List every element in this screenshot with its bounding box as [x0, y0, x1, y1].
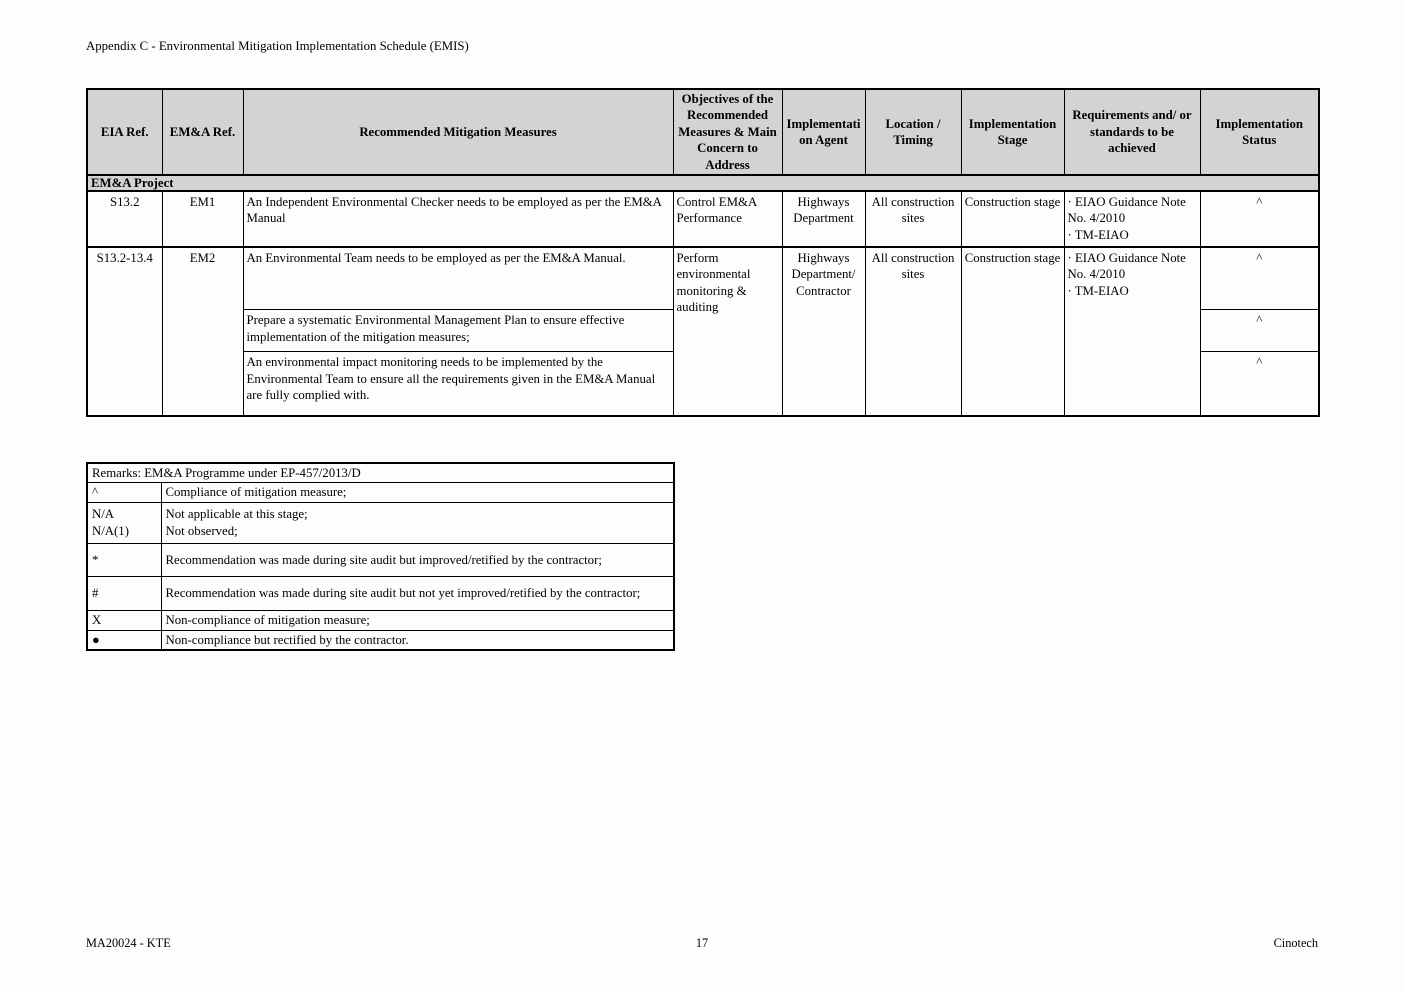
cell-eia-ref: S13.2 — [87, 191, 162, 247]
remark-description-line: Not applicable at this stage; — [165, 507, 308, 522]
cell-status: ^ — [1200, 310, 1319, 352]
header-location: Location / Timing — [865, 89, 961, 175]
remark-symbol: # — [87, 576, 161, 610]
table-row-em1 — [87, 191, 1319, 247]
remark-symbol — [87, 502, 161, 543]
remarks-row-rectified — [87, 630, 674, 650]
section-row-ema-project — [87, 175, 1319, 191]
cell-location: All construction sites — [865, 247, 961, 416]
cell-status: ^ — [1200, 191, 1319, 247]
emis-table — [86, 88, 1320, 417]
remarks-title: Remarks: EM&A Programme under EP-457/2013/D — [87, 463, 674, 483]
requirement-item: · EIAO Guidance Note No. 4/2010 — [1067, 194, 1186, 226]
remark-symbol: X — [87, 610, 161, 630]
remarks-row-noncompliance — [87, 610, 674, 630]
cell-measure: An environmental impact monitoring needs to be implemented by the Environmental Team to ensure all the requirements given in the EM&A Manual are fully complied with. — [243, 352, 673, 416]
remark-symbol: ● — [87, 630, 161, 650]
header-objectives: Objectives of the Recommended Measures & Main Concern to Address — [673, 89, 782, 175]
remark-description: Non-compliance of mitigation measure; — [161, 610, 674, 630]
header-eia-ref: EIA Ref. — [87, 89, 162, 175]
remark-symbol: * — [87, 543, 161, 576]
cell-agent: Highways Department — [782, 191, 865, 247]
remark-symbol-line: N/A — [92, 507, 115, 522]
remarks-row-hash — [87, 576, 674, 610]
remarks-row-na — [87, 502, 674, 543]
cell-eia-ref: S13.2-13.4 — [87, 247, 162, 416]
cell-ema-ref: EM1 — [162, 191, 243, 247]
cell-ema-ref: EM2 — [162, 247, 243, 416]
remark-description-line: Not observed; — [165, 523, 238, 538]
requirement-item: · TM-EIAO — [1067, 227, 1129, 242]
emis-header-row — [87, 89, 1319, 175]
header-agent: Implementation Agent — [782, 89, 865, 175]
cell-status: ^ — [1200, 247, 1319, 310]
remark-description — [161, 502, 674, 543]
page-footer — [86, 936, 1318, 951]
requirement-item: · TM-EIAO — [1067, 283, 1129, 298]
remarks-row-compliance — [87, 483, 674, 502]
cell-status: ^ — [1200, 352, 1319, 416]
remark-description: Compliance of mitigation measure; — [161, 483, 674, 502]
remark-symbol-line: N/A(1) — [92, 523, 129, 538]
cell-requirements — [1064, 191, 1200, 247]
cell-measure: An Environmental Team needs to be employed as per the EM&A Manual. — [243, 247, 673, 310]
remarks-row-asterisk — [87, 543, 674, 576]
section-label: EM&A Project — [87, 175, 1319, 191]
remark-description: Recommendation was made during site audit but not yet improved/retified by the contractor; — [161, 576, 674, 610]
cell-objective: Control EM&A Performance — [673, 191, 782, 247]
footer-page-number: 17 — [695, 936, 709, 950]
cell-stage: Construction stage — [961, 247, 1064, 416]
header-requirements: Requirements and/ or standards to be achieved — [1064, 89, 1200, 175]
footer-company-name: Cinotech — [1273, 936, 1319, 950]
remark-symbol: ^ — [87, 483, 161, 502]
cell-measure: Prepare a systematic Environmental Management Plan to ensure effective implementation of the mitigation measures; — [243, 310, 673, 352]
header-status: Implementation Status — [1200, 89, 1319, 175]
page-title: Appendix C - Environmental Mitigation Implementation Schedule (EMIS) — [86, 39, 469, 53]
table-row-em2-a — [87, 247, 1319, 310]
remarks-table — [86, 462, 675, 651]
requirement-item: · EIAO Guidance Note No. 4/2010 — [1067, 250, 1186, 282]
remarks-title-row — [87, 463, 674, 483]
footer-project-code: MA20024 - KTE — [86, 936, 171, 950]
remark-description: Non-compliance but rectified by the contractor. — [161, 630, 674, 650]
cell-measure: An Independent Environmental Checker needs to be employed as per the EM&A Manual — [243, 191, 673, 247]
cell-requirements — [1064, 247, 1200, 416]
cell-location: All construction sites — [865, 191, 961, 247]
header-measures: Recommended Mitigation Measures — [243, 89, 673, 175]
header-stage: Implementation Stage — [961, 89, 1064, 175]
remark-description: Recommendation was made during site audit but improved/retified by the contractor; — [161, 543, 674, 576]
cell-objective: Perform environmental monitoring & auditing — [673, 247, 782, 416]
cell-stage: Construction stage — [961, 191, 1064, 247]
cell-agent: Highways Department/ Contractor — [782, 247, 865, 416]
header-ema-ref: EM&A Ref. — [162, 89, 243, 175]
